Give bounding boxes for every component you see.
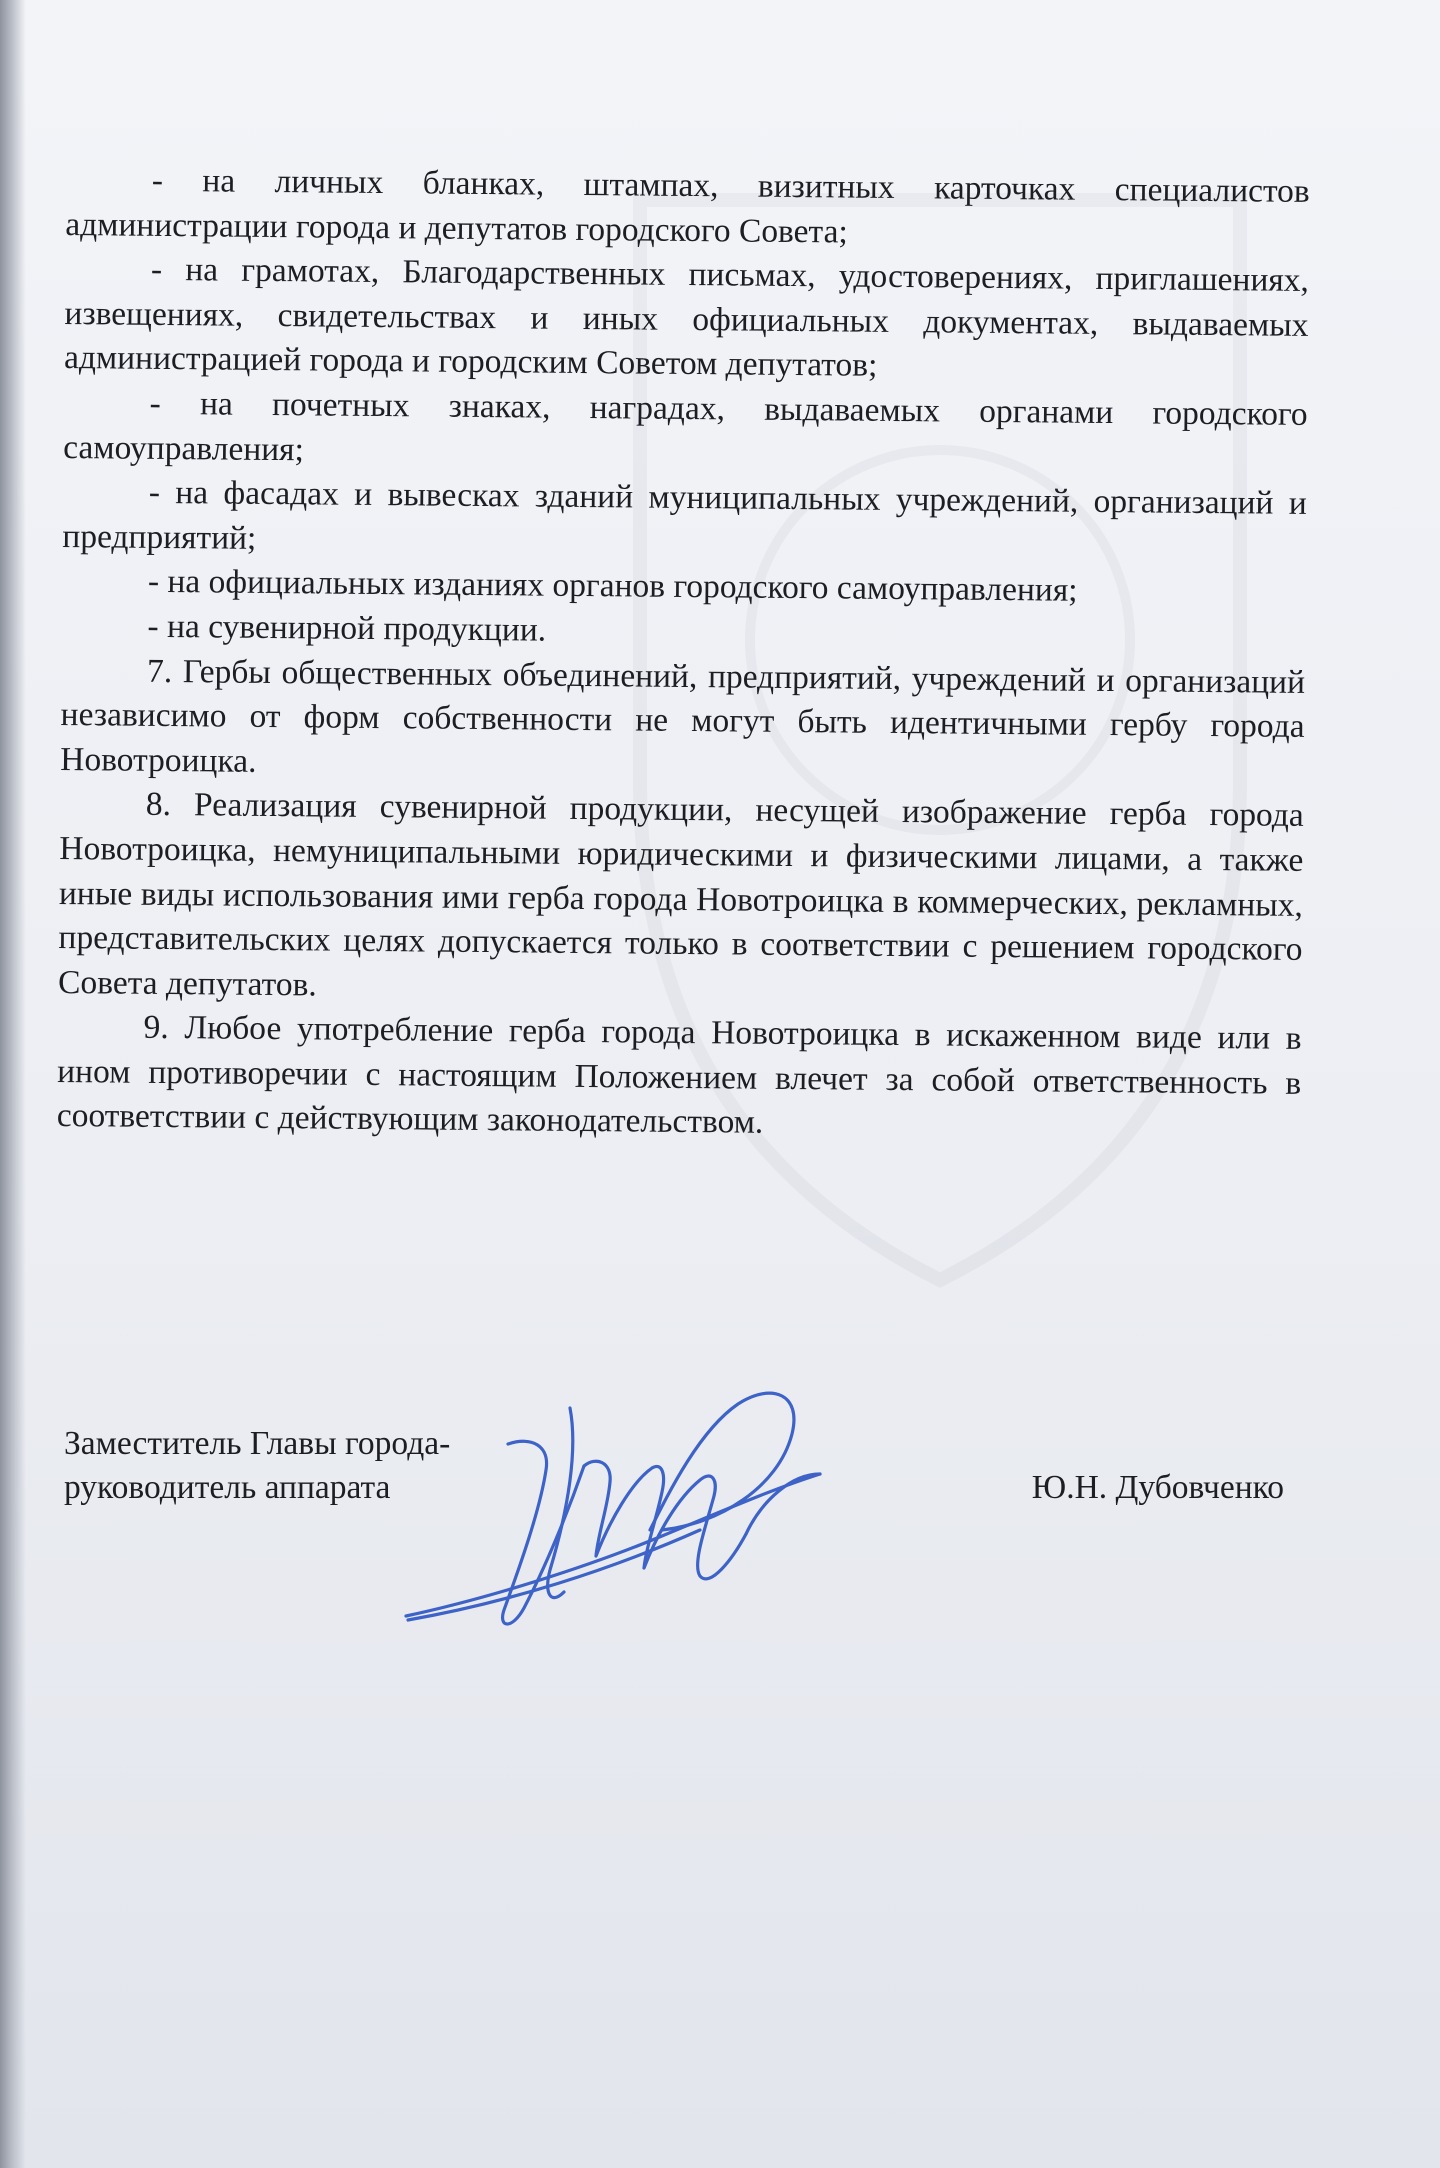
list-item-official-publications: - на официальных изданиях органов городского самоуправления; [147, 563, 1078, 610]
clause-9: 9. Любое употребление герба города Новотроицка в искаженном виде или в ином противоречии с настоящим Положением влечет за собой ответственность в соответствии с действующим законодательством. [56, 1009, 1302, 1142]
position-line-1: Заместитель Главы города- [64, 1425, 451, 1462]
list-item-honorary-badges: - на почетных знаках, наградах, выдаваемых органами городского самоуправления; [63, 384, 1308, 468]
signatory-position [64, 1422, 450, 1510]
list-item-souvenirs: - на сувенирной продукции. [147, 607, 547, 649]
page-edge-shadow [0, 0, 26, 2168]
list-item-personal-forms: - на личных бланках, штампах, визитных карточках специалистов администрации города и депутатов городского Совета; [65, 161, 1310, 251]
list-item-certificates: - на грамотах, Благодарственных письмах, удостоверениях, приглашениях, извещениях, свидетельствах и иных официальных документах, выдаваемых администрацией города и городским Советом депутатов; [63, 251, 1310, 385]
clause-7: 7. Гербы общественных объединений, предприятий, учреждений и организаций независимо от форм собственности не могут быть идентичными гербу города Новотроицка. [60, 652, 1306, 780]
signatory-name: Ю.Н. Дубовченко [1031, 1469, 1284, 1506]
document-body [57, 158, 1310, 1151]
position-line-2: руководитель аппарата [64, 1469, 391, 1506]
handwritten-signature [400, 1370, 880, 1640]
list-item-facades: - на фасадах и вывесках зданий муниципальных учреждений, организаций и предприятий; [62, 473, 1307, 557]
clause-8: 8. Реализация сувенирной продукции, несущей изображение герба города Новотроицка, немуниципальными юридическими и физическими лицами, а также иные виды использования ими герба города Новотроицка в коммерческих, рекламных, представительских целях допускается только в соответствии с решением городского Совета депутатов. [57, 786, 1304, 1004]
